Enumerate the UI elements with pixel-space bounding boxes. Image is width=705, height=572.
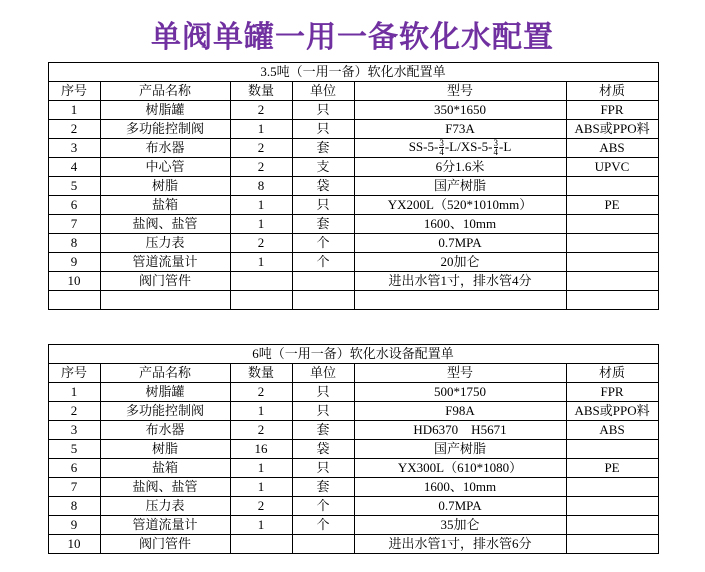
- table-row: [48, 535, 658, 554]
- cell-unit: 支: [292, 158, 354, 177]
- cell-qty: 2: [230, 139, 292, 158]
- cell-no: 3: [48, 139, 100, 158]
- cell-name: 阀门管件: [100, 272, 230, 291]
- cell-unit: 个: [292, 497, 354, 516]
- table-2-header-model: 型号: [354, 364, 566, 383]
- cell-material: UPVC: [566, 158, 658, 177]
- table-1-caption-row: [48, 63, 658, 82]
- cell-model: 1600、10mm: [354, 478, 566, 497]
- cell-name: 布水器: [100, 421, 230, 440]
- table-row: [48, 272, 658, 291]
- cell-no: 4: [48, 158, 100, 177]
- table-row: [48, 383, 658, 402]
- cell-unit: 袋: [292, 177, 354, 196]
- cell-qty: 8: [230, 177, 292, 196]
- table-row: [48, 291, 658, 310]
- cell-model: 35加仑: [354, 516, 566, 535]
- cell-name: 中心管: [100, 158, 230, 177]
- table-row: [48, 459, 658, 478]
- cell-material: [566, 478, 658, 497]
- cell-model: F73A: [354, 120, 566, 139]
- table-row: [48, 120, 658, 139]
- cell-no: 8: [48, 497, 100, 516]
- table-2-caption-row: [48, 345, 658, 364]
- table-row: [48, 234, 658, 253]
- cell-name: 压力表: [100, 497, 230, 516]
- cell-qty: [230, 291, 292, 310]
- table-1-wrapper: [48, 62, 658, 310]
- cell-no: 2: [48, 120, 100, 139]
- cell-no: 9: [48, 516, 100, 535]
- cell-material: PE: [566, 196, 658, 215]
- table-row: [48, 101, 658, 120]
- cell-name: 阀门管件: [100, 535, 230, 554]
- cell-model: [354, 291, 566, 310]
- cell-name: 管道流量计: [100, 253, 230, 272]
- table-row: [48, 215, 658, 234]
- cell-unit: 套: [292, 139, 354, 158]
- cell-qty: 1: [230, 253, 292, 272]
- cell-qty: 2: [230, 158, 292, 177]
- cell-qty: 1: [230, 215, 292, 234]
- cell-qty: 1: [230, 516, 292, 535]
- cell-material: ABS或PPO料: [566, 402, 658, 421]
- table-row: [48, 402, 658, 421]
- cell-model: 国产树脂: [354, 440, 566, 459]
- cell-model: 国产树脂: [354, 177, 566, 196]
- table-1-header-model: 型号: [354, 82, 566, 101]
- cell-model: YX300L（610*1080）: [354, 459, 566, 478]
- cell-name: 树脂罐: [100, 383, 230, 402]
- cell-name: 压力表: [100, 234, 230, 253]
- cell-qty: [230, 535, 292, 554]
- table-row: [48, 516, 658, 535]
- section-spacer: [0, 310, 705, 344]
- cell-model: 6分1.6米: [354, 158, 566, 177]
- cell-material: FPR: [566, 101, 658, 120]
- cell-material: ABS或PPO料: [566, 120, 658, 139]
- cell-no: [48, 291, 100, 310]
- cell-model: 进出水管1寸，排水管4分: [354, 272, 566, 291]
- cell-qty: [230, 272, 292, 291]
- cell-name: 管道流量计: [100, 516, 230, 535]
- cell-qty: 2: [230, 101, 292, 120]
- cell-material: [566, 497, 658, 516]
- cell-no: 10: [48, 272, 100, 291]
- fraction-three-quarters: $\frac{3}{4}$: [493, 137, 498, 157]
- fraction-three-quarters: $\frac{3}{4}$: [439, 137, 444, 157]
- table-row: [48, 158, 658, 177]
- cell-unit: [292, 535, 354, 554]
- cell-no: 7: [48, 215, 100, 234]
- cell-qty: 1: [230, 459, 292, 478]
- cell-qty: 1: [230, 196, 292, 215]
- table-row: [48, 196, 658, 215]
- cell-unit: 只: [292, 196, 354, 215]
- table-1-header-name: 产品名称: [100, 82, 230, 101]
- cell-unit: 只: [292, 459, 354, 478]
- cell-name: 盐阀、盐管: [100, 215, 230, 234]
- cell-material: [566, 215, 658, 234]
- table-2-wrapper: [48, 344, 658, 554]
- cell-model: SS-5- $\frac{3}{4}$ -L/XS-5- $\frac{3}{4}$ -L: [354, 139, 566, 158]
- cell-qty: 2: [230, 234, 292, 253]
- cell-no: 6: [48, 459, 100, 478]
- cell-unit: 套: [292, 215, 354, 234]
- cell-material: [566, 516, 658, 535]
- cell-qty: 1: [230, 478, 292, 497]
- cell-qty: 16: [230, 440, 292, 459]
- table-2-header-no: 序号: [48, 364, 100, 383]
- cell-unit: 套: [292, 421, 354, 440]
- table-2-header-unit: 单位: [292, 364, 354, 383]
- cell-name: [100, 291, 230, 310]
- cell-material: [566, 272, 658, 291]
- cell-qty: 2: [230, 383, 292, 402]
- cell-unit: 只: [292, 120, 354, 139]
- cell-model: YX200L（520*1010mm）: [354, 196, 566, 215]
- cell-model: HD6370 H5671: [354, 421, 566, 440]
- cell-no: 9: [48, 253, 100, 272]
- cell-unit: 个: [292, 253, 354, 272]
- cell-material: [566, 177, 658, 196]
- cell-name: 多功能控制阀: [100, 402, 230, 421]
- cell-no: 1: [48, 101, 100, 120]
- cell-material: [566, 535, 658, 554]
- cell-material: [566, 440, 658, 459]
- cell-no: 6: [48, 196, 100, 215]
- table-2-header-row: [48, 364, 658, 383]
- cell-model: 1600、10mm: [354, 215, 566, 234]
- cell-material: [566, 253, 658, 272]
- cell-material: [566, 234, 658, 253]
- cell-qty: 1: [230, 402, 292, 421]
- page-title: 单阀单罐一用一备软化水配置: [151, 21, 554, 54]
- cell-qty: 2: [230, 497, 292, 516]
- cell-no: 7: [48, 478, 100, 497]
- cell-unit: 个: [292, 516, 354, 535]
- cell-name: 多功能控制阀: [100, 120, 230, 139]
- cell-model: 500*1750: [354, 383, 566, 402]
- cell-qty: 2: [230, 421, 292, 440]
- table-1-header-unit: 单位: [292, 82, 354, 101]
- table-row: [48, 177, 658, 196]
- cell-no: 5: [48, 440, 100, 459]
- cell-no: 8: [48, 234, 100, 253]
- cell-material: PE: [566, 459, 658, 478]
- table-row: [48, 440, 658, 459]
- table-row: [48, 421, 658, 440]
- table-2-caption: 6吨（一用一备）软化水设备配置单: [48, 345, 658, 364]
- cell-material: ABS: [566, 421, 658, 440]
- cell-unit: 只: [292, 402, 354, 421]
- cell-unit: [292, 272, 354, 291]
- config-table-1: [48, 62, 659, 310]
- table-1-header-qty: 数量: [230, 82, 292, 101]
- cell-qty: 1: [230, 120, 292, 139]
- table-1-header-material: 材质: [566, 82, 658, 101]
- cell-unit: 只: [292, 383, 354, 402]
- cell-name: 盐箱: [100, 196, 230, 215]
- table-row: [48, 253, 658, 272]
- table-2-header-qty: 数量: [230, 364, 292, 383]
- table-row: [48, 478, 658, 497]
- cell-name: 树脂罐: [100, 101, 230, 120]
- cell-name: 树脂: [100, 440, 230, 459]
- cell-name: 盐箱: [100, 459, 230, 478]
- cell-name: 盐阀、盐管: [100, 478, 230, 497]
- cell-no: 5: [48, 177, 100, 196]
- cell-model: 0.7MPA: [354, 234, 566, 253]
- cell-model: 350*1650: [354, 101, 566, 120]
- cell-name: 布水器: [100, 139, 230, 158]
- cell-unit: 套: [292, 478, 354, 497]
- cell-material: ABS: [566, 139, 658, 158]
- cell-model: 进出水管1寸，排水管6分: [354, 535, 566, 554]
- cell-model: F98A: [354, 402, 566, 421]
- cell-no: 1: [48, 383, 100, 402]
- cell-no: 2: [48, 402, 100, 421]
- cell-no: 3: [48, 421, 100, 440]
- cell-model: 20加仑: [354, 253, 566, 272]
- table-1-header-row: [48, 82, 658, 101]
- table-1-caption: 3.5吨（一用一备）软化水配置单: [48, 63, 658, 82]
- config-table-2: [48, 344, 659, 554]
- table-row: [48, 139, 658, 158]
- cell-material: FPR: [566, 383, 658, 402]
- cell-material: [566, 291, 658, 310]
- cell-model: 0.7MPA: [354, 497, 566, 516]
- table-2-header-name: 产品名称: [100, 364, 230, 383]
- cell-name: 树脂: [100, 177, 230, 196]
- cell-unit: 只: [292, 101, 354, 120]
- cell-unit: 袋: [292, 440, 354, 459]
- cell-unit: 个: [292, 234, 354, 253]
- table-1-header-no: 序号: [48, 82, 100, 101]
- table-2-header-material: 材质: [566, 364, 658, 383]
- table-row: [48, 497, 658, 516]
- cell-unit: [292, 291, 354, 310]
- cell-no: 10: [48, 535, 100, 554]
